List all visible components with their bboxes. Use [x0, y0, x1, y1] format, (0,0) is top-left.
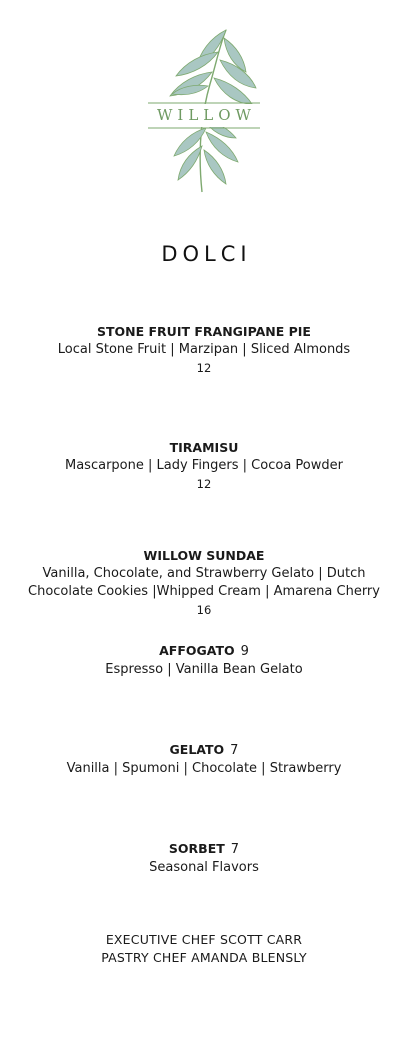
willow-logo	[140, 24, 268, 196]
item-description: Espresso | Vanilla Bean Gelato	[105, 662, 303, 677]
menu-item	[0, 323, 408, 377]
item-name: STONE FRUIT FRANGIPANE PIE	[97, 324, 311, 339]
item-price: 9	[240, 644, 249, 659]
item-name: AFFOGATO	[159, 643, 235, 658]
menu-item	[0, 547, 408, 619]
item-description: Vanilla, Chocolate, and Strawberry Gelato | Dutch	[42, 566, 366, 581]
item-price: 12	[196, 477, 212, 491]
menu-item	[0, 741, 408, 778]
item-name: TIRAMISU	[169, 440, 239, 455]
section-title: DOLCI	[161, 242, 252, 266]
item-description: Vanilla | Spumoni | Chocolate | Strawberry	[66, 761, 342, 776]
item-name: WILLOW SUNDAE	[143, 548, 265, 563]
item-description: Chocolate Cookies |Whipped Cream | Amarena Cherry	[28, 584, 380, 599]
item-price: 16	[196, 603, 212, 617]
item-price: 12	[196, 361, 212, 375]
executive-chef: EXECUTIVE CHEF SCOTT CARR	[105, 932, 303, 947]
item-name: SORBET	[168, 841, 225, 856]
menu-item	[0, 439, 408, 493]
item-description: Mascarpone | Lady Fingers | Cocoa Powder	[65, 458, 343, 473]
item-name: GELATO	[169, 742, 225, 757]
item-description: Seasonal Flavors	[149, 860, 259, 875]
item-price: 7	[230, 842, 240, 857]
item-price: 7	[230, 743, 239, 758]
item-description: Local Stone Fruit | Marzipan | Sliced Almonds	[57, 342, 351, 357]
menu-item	[0, 840, 408, 877]
chef-credits	[0, 931, 408, 967]
menu-item	[0, 642, 408, 679]
pastry-chef: PASTRY CHEF AMANDA BLENSLY	[101, 950, 307, 965]
logo-text: WILLOW	[157, 106, 256, 124]
